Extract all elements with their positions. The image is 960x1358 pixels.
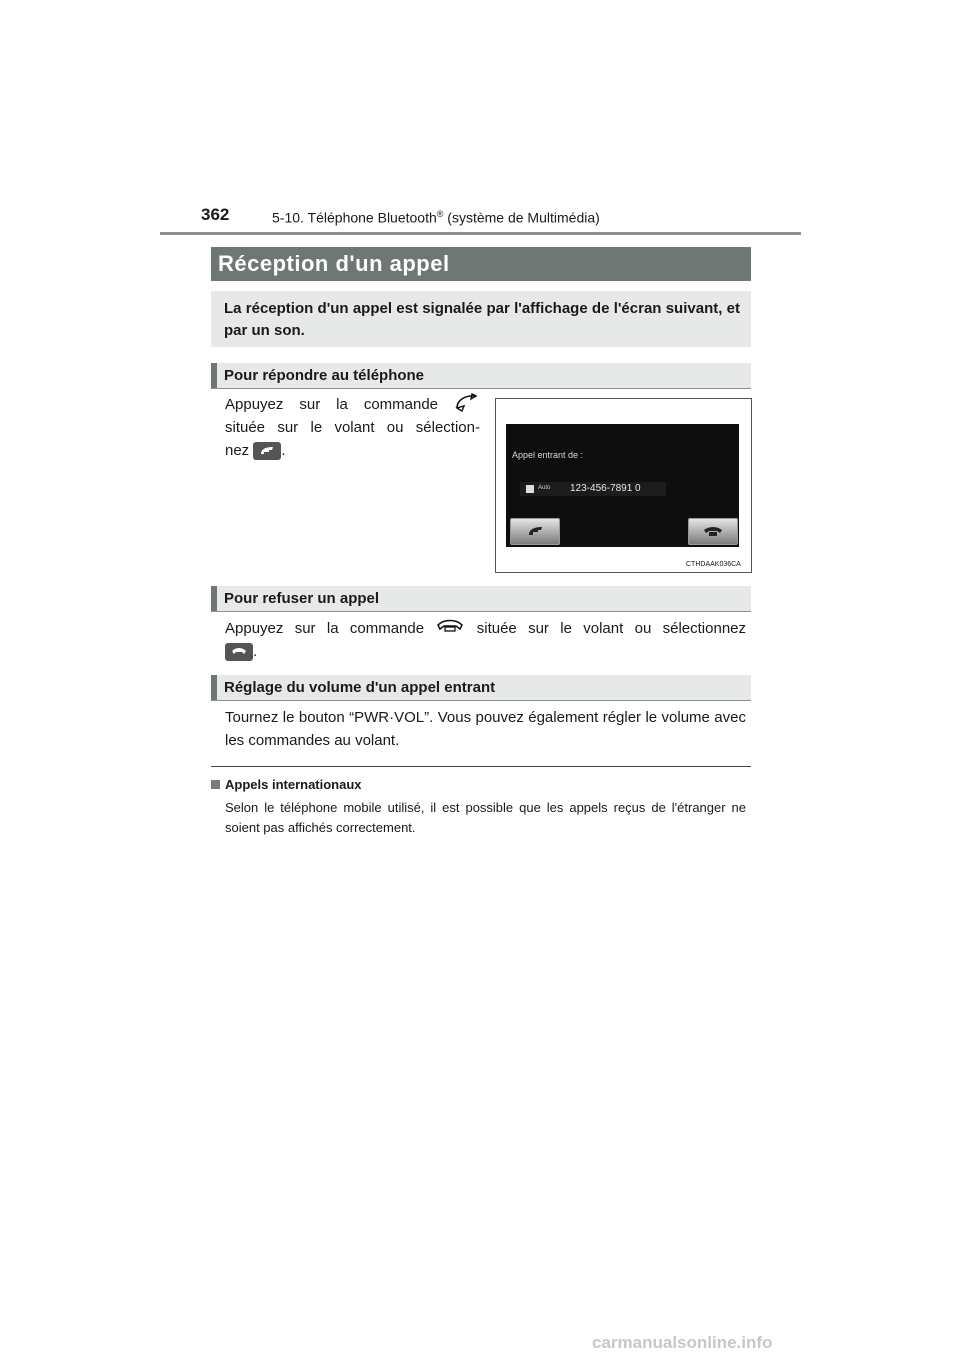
figure-code: CTHDAAK036CA [686, 561, 741, 568]
decline-text-1: Appuyez sur la commande [225, 620, 425, 637]
answer-line-1 [225, 393, 480, 416]
subheading-answer [211, 363, 751, 389]
subheading-bar [211, 586, 217, 611]
answer-text-3-end: . [281, 442, 286, 459]
subheading-bar [211, 363, 217, 388]
hang-up-icon [435, 618, 465, 636]
intro-text: La réception d'un appel est signalée par l'affichage de l'écran suivant, et par un son. [224, 300, 740, 339]
decline-call-button[interactable] [688, 518, 738, 545]
answer-phone-icon [511, 519, 559, 544]
square-bullet-icon [211, 780, 220, 789]
decline-line-1 [225, 617, 746, 640]
subheading-volume-text: Réglage du volume d'un appel entrant [224, 679, 496, 696]
header-rule [160, 232, 801, 235]
section-heading [211, 247, 751, 281]
watermark: carmanualsonline.info [592, 1333, 773, 1352]
answer-text-3: nez [225, 442, 250, 459]
answer-text-1: Appuyez sur la commande [225, 396, 439, 413]
running-head [272, 209, 600, 226]
registered-mark: ® [436, 209, 444, 219]
subheading-volume [211, 675, 751, 701]
subheading-decline [211, 586, 751, 612]
answer-call-button[interactable] [510, 518, 560, 545]
note-heading-text: Appels internationaux [225, 777, 362, 792]
decline-screen-button-icon [225, 643, 253, 661]
decline-line-2 [225, 640, 746, 663]
answer-line-2: située sur le volant ou sélection- [225, 419, 480, 436]
answer-screen-button-icon [253, 442, 281, 460]
caller-label: Auto [538, 485, 551, 491]
caller-number: 123-456-7891 0 [570, 483, 641, 494]
page-number: 362 [201, 205, 230, 224]
subheading-answer-text: Pour répondre au téléphone [224, 367, 425, 384]
pick-up-phone-icon [454, 393, 480, 413]
answer-line-3 [225, 439, 480, 462]
incoming-call-title: Appel entrant de : [512, 450, 584, 460]
answer-instructions [225, 393, 480, 462]
subheading-bar [211, 675, 217, 700]
decline-text-end: . [253, 643, 258, 660]
running-head-suffix: (système de Multimédia) [443, 209, 600, 226]
caller-chip-icon [526, 485, 534, 493]
intro-box [211, 291, 751, 347]
volume-instructions: Tournez le bouton “PWR·VOL”. Vous pouvez également régler le volume avec les commandes au volant. [225, 709, 746, 749]
section-heading-text: Réception d'un appel [218, 251, 450, 276]
subheading-decline-text: Pour refuser un appel [224, 590, 380, 607]
decline-instructions [225, 617, 746, 663]
hang-up-phone-icon [689, 519, 737, 544]
decline-text-2: située sur le volant ou sélectionnez [476, 620, 746, 637]
note-rule [211, 766, 751, 767]
note-text: Selon le téléphone mobile utilisé, il est possible que les appels reçus de l'étranger ne soient pas affichés correctement. [225, 800, 746, 835]
running-head-title: 5-10. Téléphone Bluetooth [272, 209, 437, 226]
note-heading [211, 777, 362, 792]
